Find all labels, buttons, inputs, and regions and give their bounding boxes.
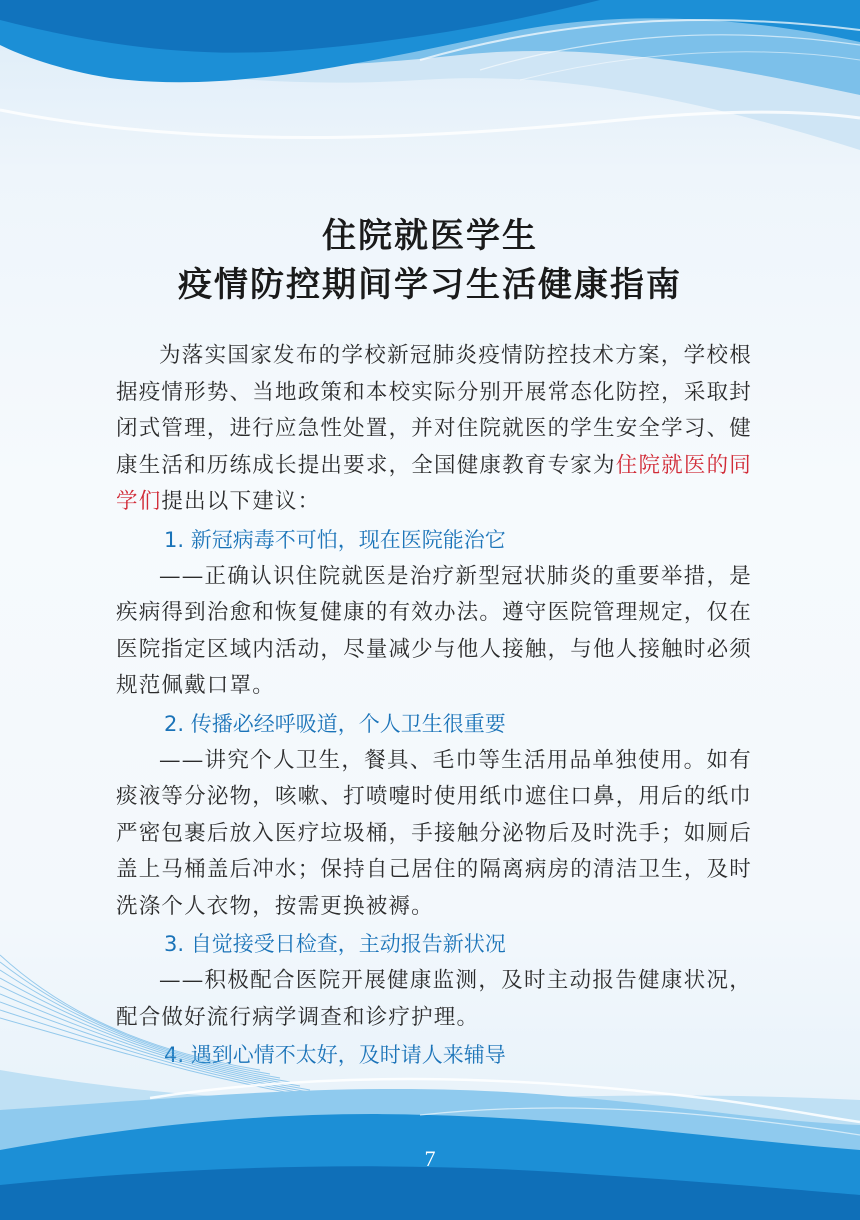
intro-paragraph [116, 338, 752, 521]
page-number: 7 [424, 1146, 436, 1171]
bottom-wave-decoration [0, 950, 860, 1220]
section-body-2: ——讲究个人卫生，餐具、毛巾等生活用品单独使用。如有痰液等分泌物，咳嗽、打喷嚏时使用纸巾遮住口鼻，用后的纸巾严密包裹后放入医疗垃圾桶，手接触分泌物后及时洗手；如厕后盖上马桶盖后冲水；保持自己居住的隔离病房的清洁卫生，及时洗涤个人衣物，按需更换被褥。 [116, 747, 752, 919]
section-heading-4: 4. 遇到心情不太好，及时请人来辅导 [164, 1043, 506, 1067]
section-heading-1: 1. 新冠病毒不可怕，现在医院能治它 [164, 527, 506, 552]
intro-highlight: 住院就医的同学们 [116, 452, 753, 514]
page-title-line1: 住院就医学生 [322, 216, 538, 256]
section-body-1: ——正确认识住院就医是治疗新型冠状肺炎的重要举措，是疾病得到治愈和恢复健康的有效办法。遵守医院管理规定，仅在医院指定区域内活动，尽量减少与他人接触，与他人接触时必须规范佩戴口罩。 [116, 563, 752, 698]
section-heading-2: 2. 传播必经呼吸道，个人卫生很重要 [164, 711, 506, 736]
intro-text-end: 提出以下建议： [161, 489, 321, 514]
section-heading-3: 3. 自觉接受日检查，主动报告新状况 [164, 932, 506, 956]
intro-text: 为落实国家发布的学校新冠肺炎疫情防控技术方案，学校根据疫情形势、当地政策和本校实际分别开展常态化防控，采取封闭式管理，进行应急性处置，并对住院就医的学生安全学习、健康生活和历练成长提出要求，全国健康教育专家为 [116, 343, 752, 478]
page-title-line2: 疫情防控期间学习生活健康指南 [178, 265, 682, 305]
section-body-3: ——积极配合医院开展健康监测，及时主动报告健康状况，配合做好流行病学调查和诊疗护理。 [116, 968, 752, 1030]
top-wave-decoration [0, 0, 860, 190]
